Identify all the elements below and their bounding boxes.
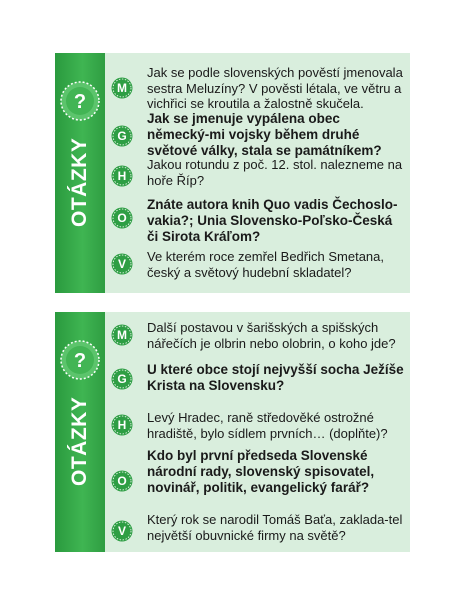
question-row [111, 362, 404, 398]
card-title: OTÁZKY [68, 396, 91, 486]
card-side-strip [55, 312, 105, 552]
question-text: Jak se podle slovenských pověstí jmenovala sestra Meluzíny? V pověsti létala, ve větru a vichřici se kroutila a žalostně skučela. [147, 65, 403, 111]
question-text: Jakou rotundu z poč. 12. stol. nalezneme na hoře Říp? [147, 157, 403, 188]
card-side-strip [55, 53, 105, 293]
question-row [111, 155, 404, 193]
letter-badge-m: M [111, 77, 133, 99]
question-row [111, 318, 404, 354]
letter-badge-v: V [111, 253, 133, 275]
letter-badge-m: M [111, 324, 133, 346]
letter-badge-v: V [111, 520, 133, 542]
question-row [111, 448, 404, 510]
question-text: Kdo byl první předseda Slovenské národní rady, slovenský spisovatel, novinář, politik, evangelický farář? [147, 448, 375, 495]
question-card-1 [55, 53, 410, 293]
question-text: Který rok se narodil Tomáš Baťa, zaklada-tel největší obuvnické firmy na světě? [147, 512, 403, 543]
letter-badge-h: H [111, 414, 133, 436]
letter-badge-h: H [111, 165, 133, 187]
question-text: Znáte autora knih Quo vadis Čechoslo-vakia?; Unia Slovensko-Poľsko-Česká či Sirota Kráľom? [147, 197, 398, 244]
question-text: Levý Hradec, raně středověké ostrožné hradiště, bylo sídlem prvních… (doplňte)? [147, 410, 388, 441]
question-row [111, 197, 404, 247]
question-row [111, 111, 404, 161]
letter-badge-o: O [111, 207, 133, 229]
letter-badge-g: G [111, 368, 133, 390]
question-text: Jak se jmenuje vypálena obec německý-mi vojsky během druhé světové války, stala se památníkem? [147, 111, 382, 158]
letter-badge-g: G [111, 125, 133, 147]
question-text: Další postavou v šarišských a spišských nářečích je olbrin nebo olobrin, o koho jde? [147, 320, 396, 351]
question-text: U které obce stojí nejvyšší socha Ježíše Krista na Slovensku? [147, 362, 404, 393]
question-row [111, 512, 404, 548]
card-title: OTÁZKY [68, 137, 91, 227]
letter-badge-o: O [111, 470, 133, 492]
question-card-2 [55, 312, 410, 552]
question-row [111, 65, 404, 111]
question-row [111, 408, 404, 444]
medal-symbol: ? [73, 91, 87, 113]
question-row [111, 249, 404, 287]
medal-symbol: ? [73, 350, 87, 372]
question-text: Ve kterém roce zemřel Bedřich Smetana, český a světový hudební skladatel? [147, 249, 384, 280]
